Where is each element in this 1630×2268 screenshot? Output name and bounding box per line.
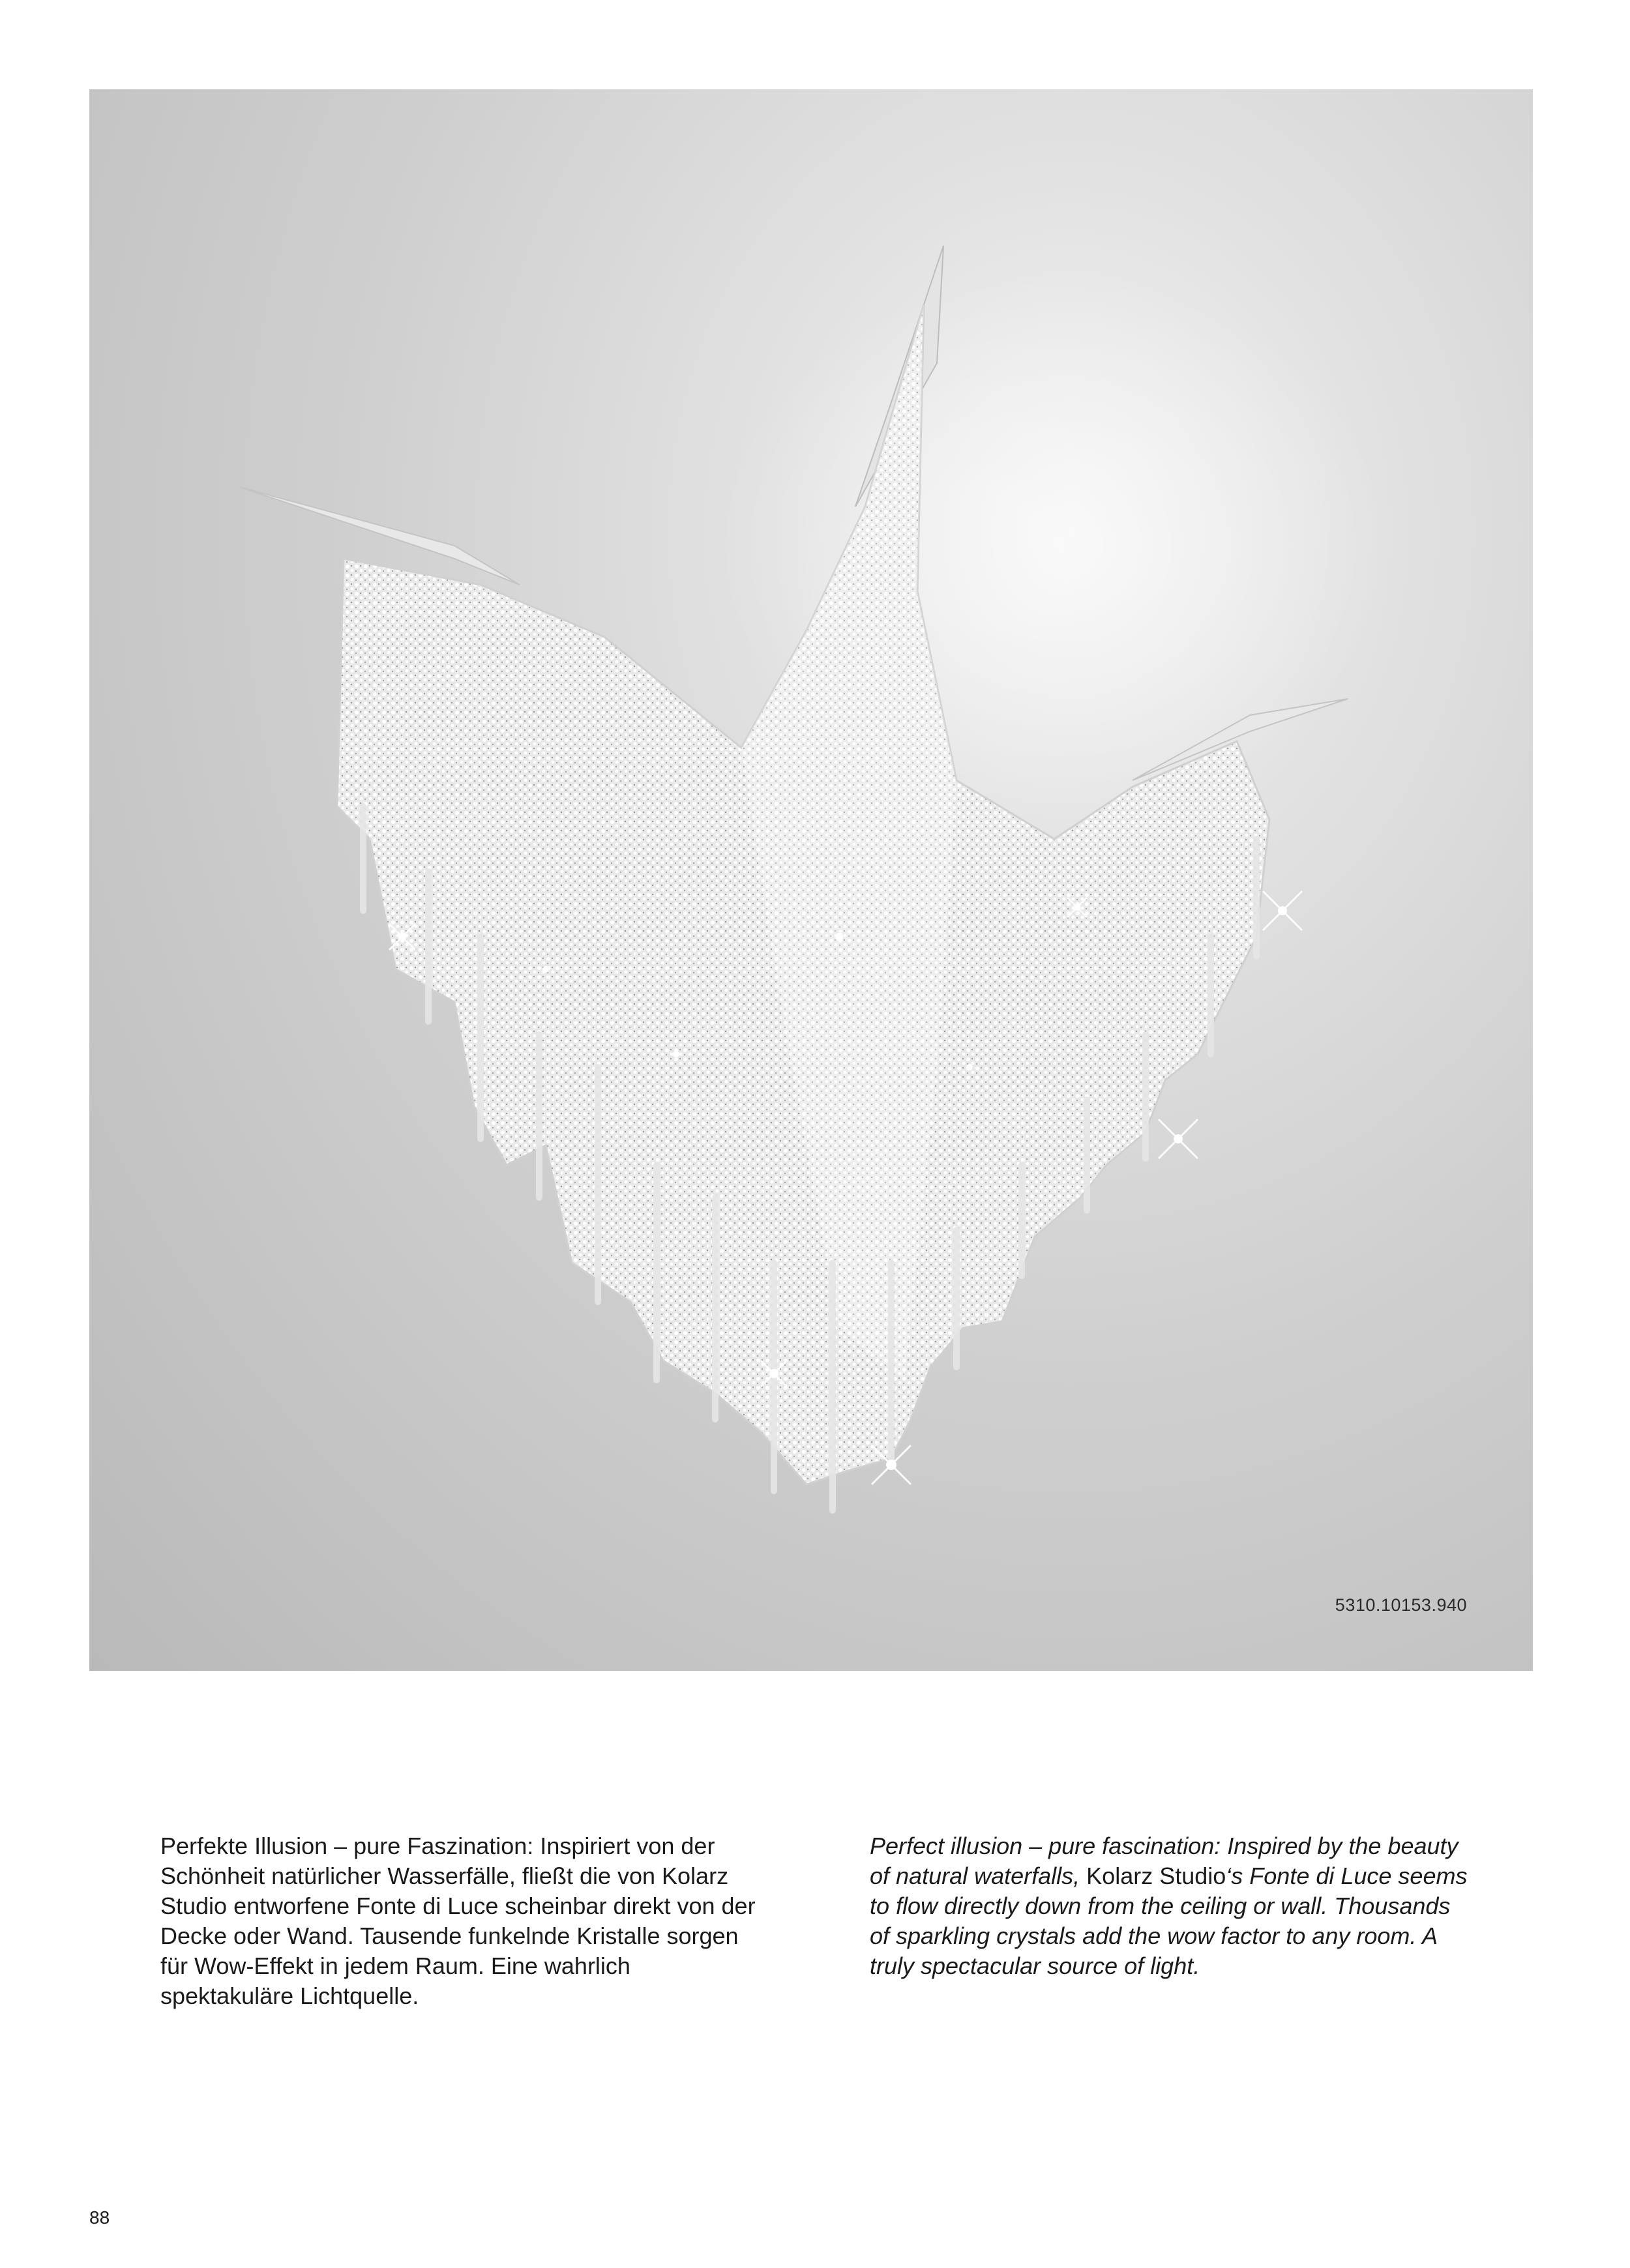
description-english-part1: Perfect illusion – pure fascination: Inspired by the beauty of natural waterfalls, xyxy=(870,1833,1459,1889)
article-code: 5310.10153.940 xyxy=(1335,1595,1467,1615)
description-german xyxy=(160,1831,760,2011)
description-english-text xyxy=(870,1831,1470,1981)
brand-name: Kolarz Studio xyxy=(1080,1863,1226,1889)
product-photo xyxy=(89,89,1533,1671)
description-english xyxy=(870,1831,1470,1981)
page-number: 88 xyxy=(89,2207,110,2228)
chandelier-illustration xyxy=(89,89,1533,1671)
description-german-text: Perfekte Illusion – pure Faszination: Inspiriert von der Schönheit natürlicher Wasserfälle, fließt die von Kolarz Studio entworfene Fonte di Luce scheinbar direkt von der Decke oder Wand. Tausende funkelnde Kristalle sorgen für Wow-Effekt in jedem Raum. Eine wahrlich spektakuläre Lichtquelle. xyxy=(160,1833,756,2009)
description-english-part2: ‘s Fonte di Luce seems to flow directly down from the ceiling or wall. Thousands of sparkling crystals add the wow factor to any room. A truly spectacular source of light. xyxy=(870,1863,1468,1979)
